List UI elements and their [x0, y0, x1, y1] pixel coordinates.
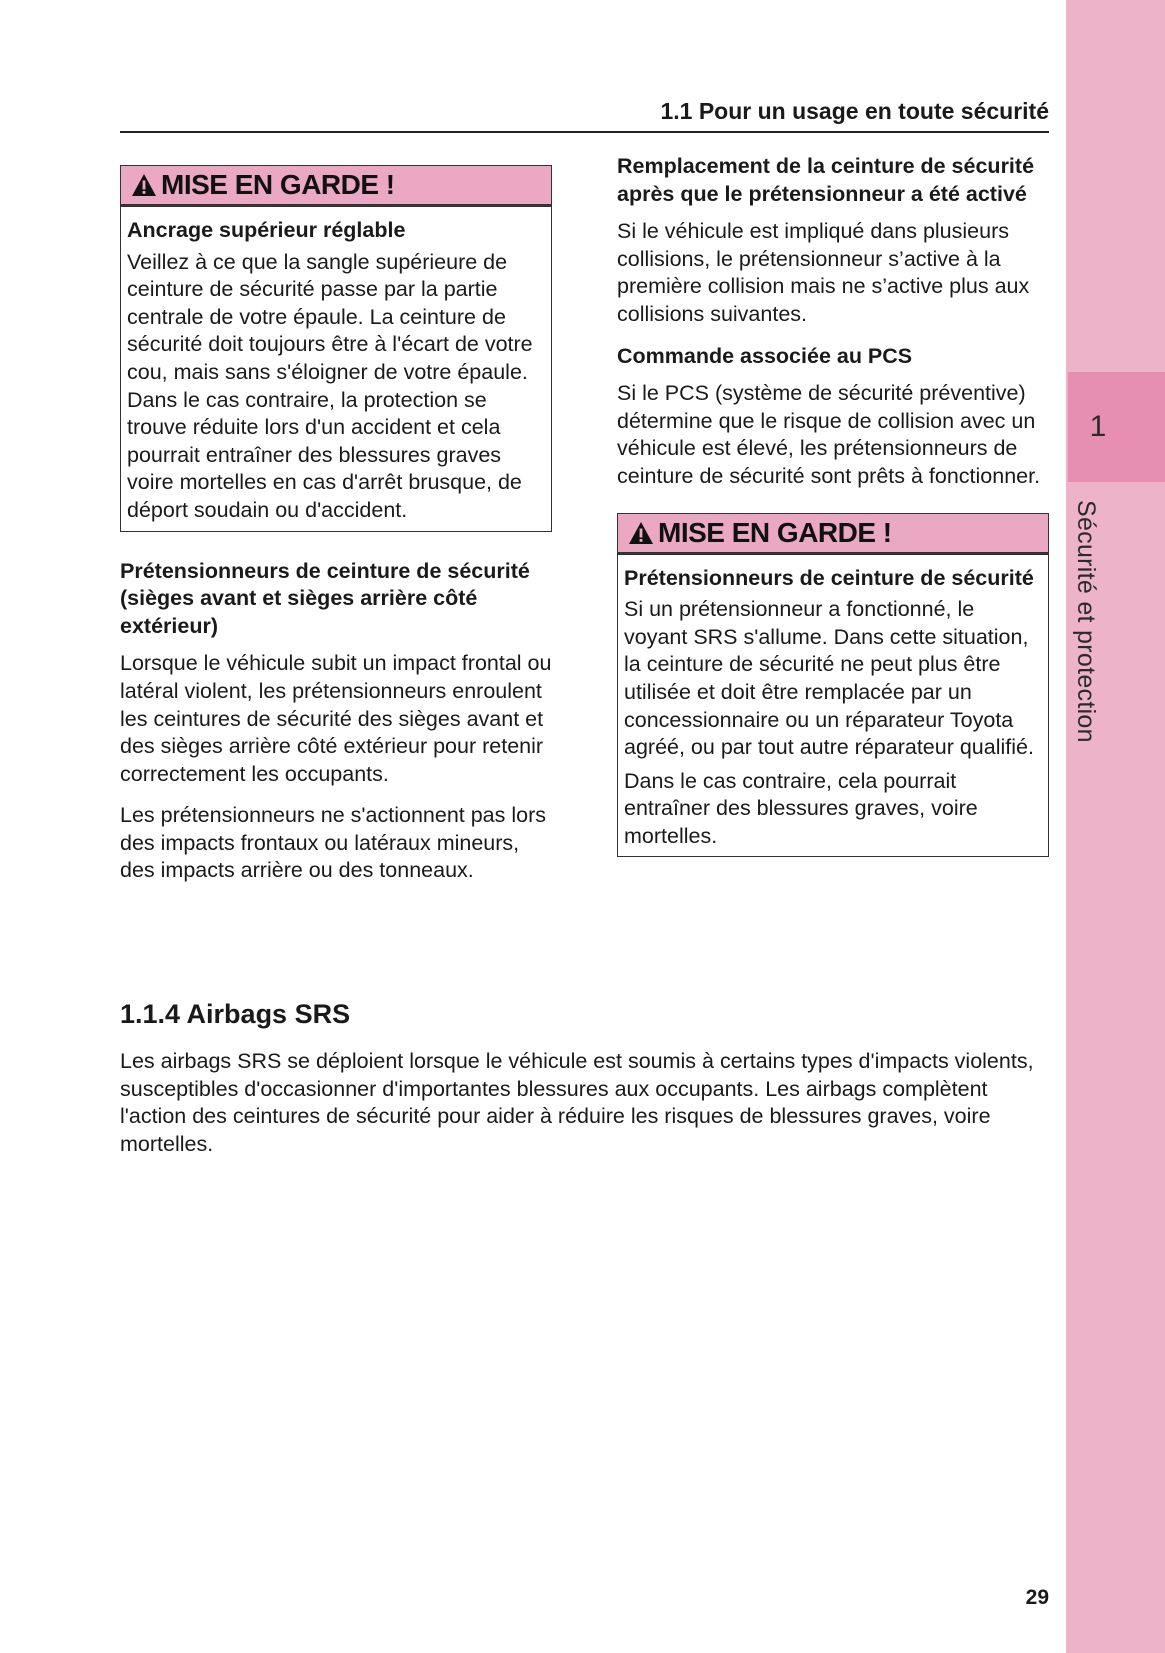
section-heading: Remplacement de la ceinture de sécurité après que le prétensionneur a été activé: [617, 154, 1035, 206]
warning-text: Veillez à ce que la sangle supérieure de ceinture de sécurité passe par la partie centrale de votre épaule. La ceinture de sécurité doit toujours être à l'écart de votre cou, mais sans s'éloigner de votre épaule. Dans le cas contraire, la protection se trouve réduite lors d'un accident et cela pourrait entraîner des blessures graves voire mortelles en cas d'arrêt brusque, de déport soudain ou d'accident.: [127, 249, 533, 522]
warning-body: [618, 555, 1048, 857]
section-title: 1.1.4 Airbags SRS: [120, 999, 351, 1029]
paragraph: Si le PCS (système de sécurité préventive) détermine que le risque de collision avec un véhicule est élevé, les prétensionneurs de ceinture de sécurité sont prêts à fonctionner.: [617, 381, 1041, 488]
warning-header: [618, 514, 1048, 555]
chapter-title-vertical: Sécurité et protection: [1072, 500, 1100, 743]
chapter-number: 1: [1089, 410, 1107, 443]
warning-title: MISE EN GARDE !: [658, 516, 892, 548]
warning-box: [617, 513, 1049, 858]
section-text: Les airbags SRS se déploient lorsque le véhicule est soumis à certains types d'impacts violents, susceptibles d'occasionner d'importantes blessures aux occupants. Les airbags complètent l'action des ceintures de sécurité pour aider à réduire les risques de blessures graves, voire mortelles.: [120, 1049, 1034, 1156]
warning-title: MISE EN GARDE !: [161, 169, 395, 200]
warning-text: Si un prétensionneur a fonctionné, le voyant SRS s'allume. Dans cette situation, la ceinture de sécurité ne peut plus être utilisée et doit être remplacée par un concessionnaire ou un réparateur Toyota agréé, ou par tout autre réparateur qualifié.: [624, 597, 1034, 760]
warning-body: [121, 207, 551, 531]
section-heading: Commande associée au PCS: [617, 343, 913, 368]
section-heading: Prétensionneurs de ceinture de sécurité (sièges avant et sièges arrière côté extérieur): [120, 558, 530, 638]
warning-triangle-icon: [131, 173, 157, 197]
warning-header: [121, 166, 551, 207]
header-rule: [120, 131, 1049, 133]
left-column: [120, 165, 552, 899]
warning-triangle-icon: [628, 521, 654, 545]
paragraph: Les prétensionneurs ne s'actionnent pas lors des impacts frontaux ou latéraux mineurs, des impacts arrière ou des tonneaux.: [120, 803, 547, 883]
side-strip: [1066, 0, 1165, 1653]
right-column: [617, 153, 1049, 875]
warning-box: [120, 165, 552, 532]
paragraph: Si le véhicule est impliqué dans plusieurs collisions, le prétensionneur s’active à la première collision mais ne s’active plus aux collisions suivantes.: [617, 219, 1030, 326]
warning-subtitle: Prétensionneurs de ceinture de sécurité: [624, 565, 1034, 590]
warning-text: Dans le cas contraire, cela pourrait entraîner des blessures graves, voire mortelles.: [624, 768, 978, 848]
page-number: 29: [1025, 1586, 1049, 1609]
running-header: 1.1 Pour un usage en toute sécurité: [660, 98, 1049, 124]
paragraph: Lorsque le véhicule subit un impact frontal ou latéral violent, les prétensionneurs enroulent les ceintures de sécurité des sièges avant et des sièges arrière côté extérieur pour retenir correctement les occupants.: [120, 651, 552, 786]
warning-subtitle: Ancrage supérieur réglable: [127, 218, 406, 242]
